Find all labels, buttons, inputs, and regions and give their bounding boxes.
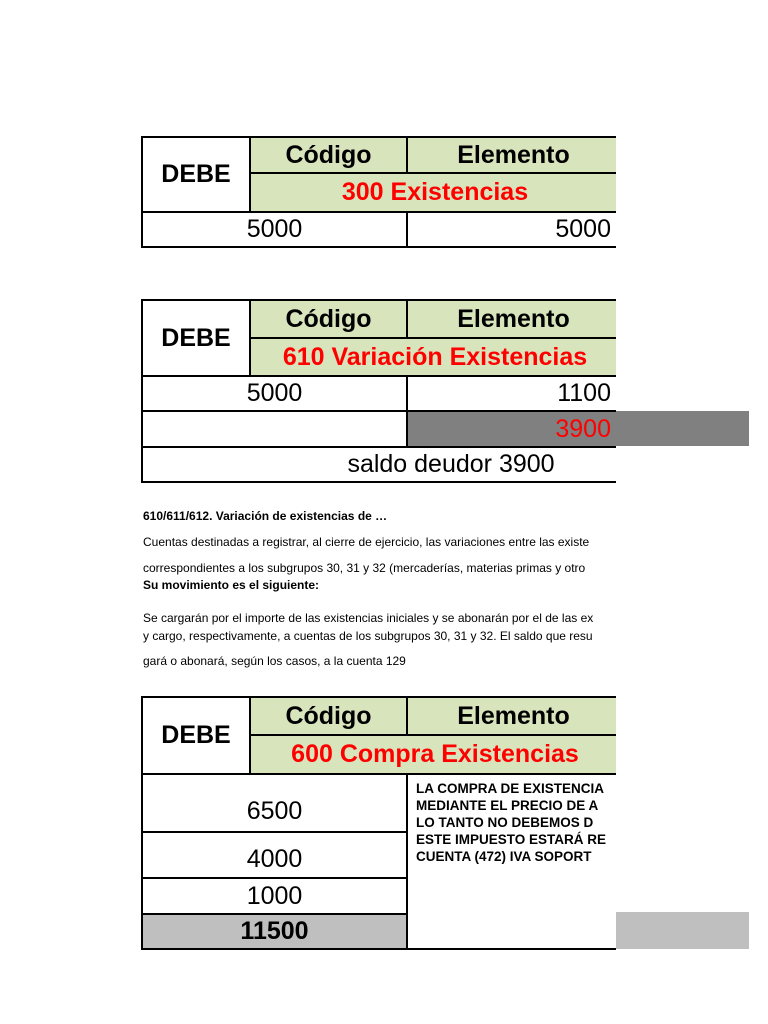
- elemento-header: [406, 696, 616, 736]
- credit-value: 5000: [555, 215, 611, 243]
- elemento-label: Elemento: [457, 701, 570, 730]
- paragraph-line: gará o abonará, según los casos, a la cuenta 129: [143, 654, 406, 668]
- balance-cell: [141, 446, 616, 483]
- codigo-label: Código: [285, 701, 372, 730]
- debe-label: DEBE: [161, 323, 231, 352]
- credit-value-2: 3900: [555, 414, 611, 443]
- account-name-cell: [249, 734, 616, 775]
- note-line: LA COMPRA DE EXISTENCIA: [416, 781, 605, 796]
- credit-value-cell: [406, 211, 616, 248]
- codigo-header: [249, 696, 408, 736]
- section-title: 610/611/612. Variación de existencias de …: [143, 509, 388, 523]
- highlight-bar-light: [616, 912, 749, 949]
- debit-value-cell: [141, 831, 408, 879]
- paragraph-line: Se cargarán por el importe de las existencias iniciales y se abonarán por el de las ex: [143, 611, 594, 625]
- elemento-header: [406, 136, 616, 174]
- highlight-bar-dark: [616, 411, 749, 446]
- debit-value: 5000: [246, 379, 303, 407]
- account-name: 610 Variación Existencias: [282, 342, 588, 371]
- debe-header: [141, 696, 251, 775]
- account-name-cell: [249, 172, 616, 213]
- debit-value-cell: [141, 773, 408, 833]
- codigo-header: [249, 136, 408, 174]
- debe-header: [141, 136, 251, 213]
- note-line: LO TANTO NO DEBEMOS D: [416, 815, 594, 830]
- debe-header: [141, 299, 251, 377]
- credit-value: 1100: [557, 379, 611, 407]
- debit-value-cell: [141, 877, 408, 915]
- note-line: CUENTA (472) IVA SOPORT: [416, 849, 592, 864]
- debit-value-cell: [141, 375, 408, 412]
- paragraph-line: Su movimiento es el siguiente:: [143, 578, 320, 592]
- debit-total-cell: [141, 913, 408, 950]
- debe-label: DEBE: [161, 160, 231, 188]
- debit-value: 5000: [246, 215, 303, 243]
- paragraph-line: Cuentas destinadas a registrar, al cierre de ejercicio, las variaciones entre las existe: [143, 535, 590, 549]
- paragraph-line: y cargo, respectivamente, a cuentas de los subgrupos 30, 31 y 32. El saldo que resu: [143, 629, 593, 643]
- account-name-cell: [249, 337, 616, 377]
- highlighted-credit-cell: [406, 410, 616, 448]
- note-line: MEDIANTE EL PRECIO DE A: [416, 798, 599, 813]
- codigo-label: Código: [285, 304, 372, 333]
- debe-label: DEBE: [161, 721, 231, 749]
- iva-note: [416, 780, 606, 865]
- paragraph-line: correspondientes a los subgrupos 30, 31 y 32 (mercaderías, materias primas y otro: [143, 561, 586, 575]
- debit-value: 1000: [246, 881, 303, 910]
- elemento-label: Elemento: [457, 140, 570, 169]
- account-name: 300 Existencias: [341, 178, 529, 206]
- note-line: ESTE IMPUESTO ESTARÁ RE: [416, 832, 607, 847]
- debit-value: 4000: [246, 844, 303, 873]
- debit-value-cell: [141, 211, 408, 248]
- debit-value: 6500: [246, 796, 303, 825]
- empty-debit-cell: [141, 410, 408, 448]
- codigo-header: [249, 299, 408, 339]
- elemento-header: [406, 299, 616, 339]
- credit-value-cell: [406, 375, 616, 412]
- debit-total: 11500: [240, 917, 309, 945]
- account-name: 600 Compra Existencias: [291, 740, 579, 768]
- elemento-label: Elemento: [457, 304, 570, 333]
- codigo-label: Código: [285, 140, 372, 169]
- balance-text: saldo deudor 3900: [347, 450, 555, 478]
